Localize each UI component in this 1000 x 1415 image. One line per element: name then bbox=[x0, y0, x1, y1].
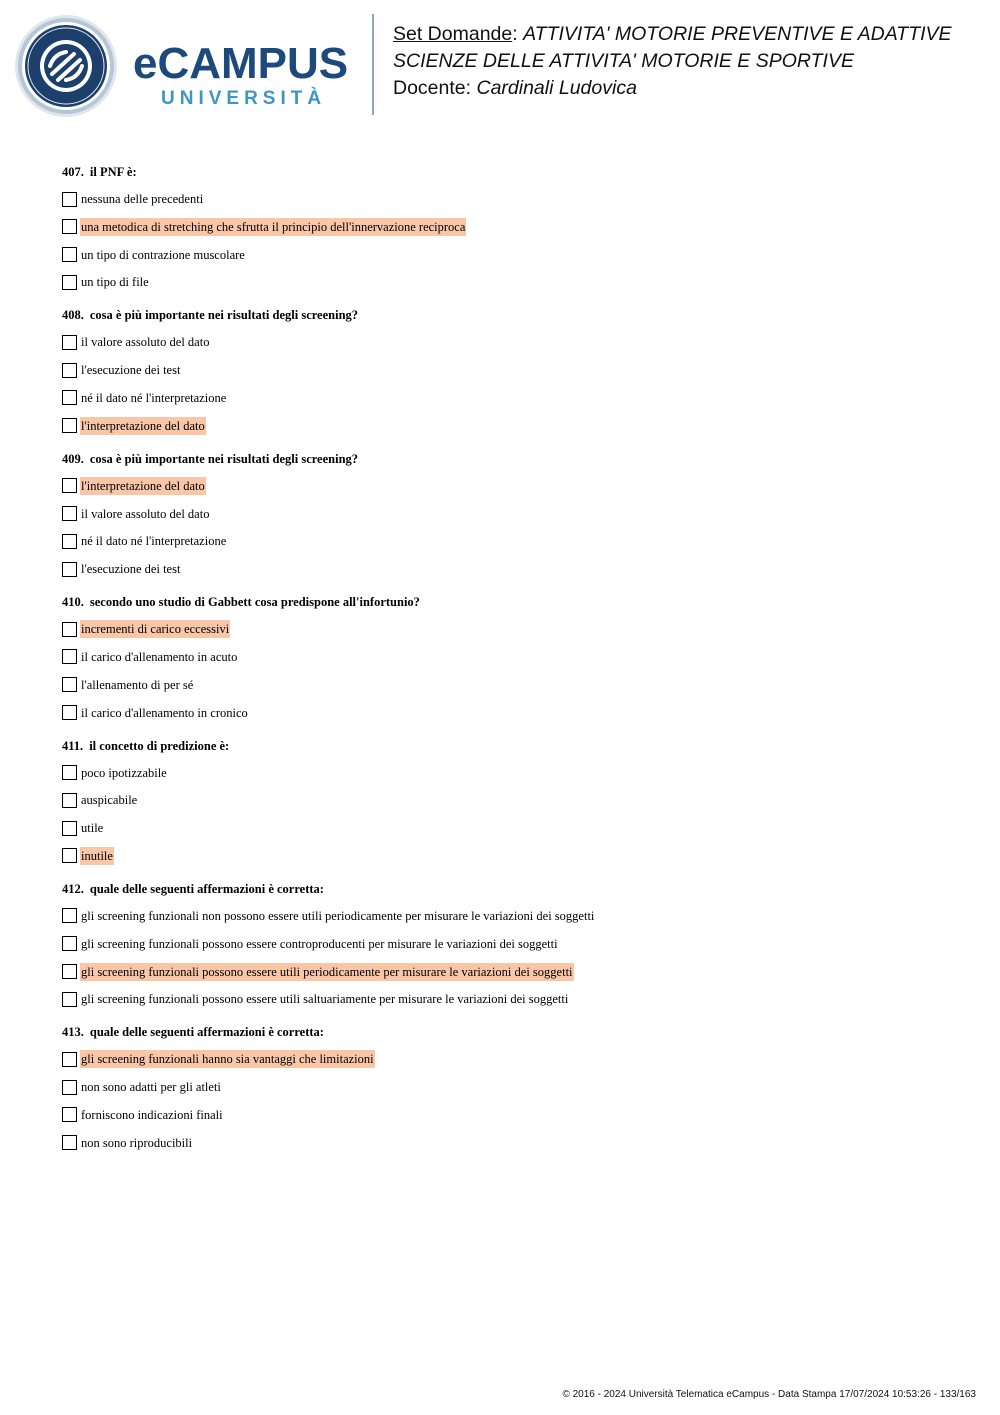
answer-checkbox[interactable] bbox=[62, 848, 77, 863]
correct-answer-text: incrementi di carico eccessivi bbox=[81, 622, 230, 637]
correct-answer-text: gli screening funzionali hanno sia vantaggi che limitazioni bbox=[81, 1052, 374, 1067]
correct-answer-text: inutile bbox=[81, 848, 113, 863]
question-text: il PNF è: bbox=[89, 165, 137, 179]
answer-option[interactable] bbox=[62, 245, 962, 265]
answer-option[interactable] bbox=[62, 934, 962, 954]
answer-text: il carico d'allenamento in acuto bbox=[81, 649, 238, 664]
answer-option[interactable] bbox=[62, 531, 962, 551]
set-label: Set Domande bbox=[393, 23, 513, 45]
answer-checkbox[interactable] bbox=[62, 192, 77, 207]
answer-option[interactable] bbox=[62, 217, 962, 237]
answer-checkbox[interactable] bbox=[62, 765, 77, 780]
answer-text: l'allenamento di per sé bbox=[81, 677, 194, 692]
answer-option[interactable] bbox=[62, 1133, 962, 1153]
answer-option[interactable] bbox=[62, 476, 962, 496]
correct-answer-text: una metodica di stretching che sfrutta il principio dell'innervazione reciproca bbox=[81, 219, 466, 234]
question-text: quale delle seguenti affermazioni è corretta: bbox=[89, 881, 324, 896]
answer-text: l'esecuzione dei test bbox=[81, 363, 181, 378]
question-title bbox=[62, 593, 962, 611]
answer-text: il carico d'allenamento in cronico bbox=[81, 705, 248, 720]
question-title bbox=[62, 1023, 962, 1041]
answer-text: utile bbox=[81, 821, 104, 836]
docente-name: Cardinali Ludovica bbox=[476, 77, 637, 99]
question-text: cosa è più importante nei risultati degli screening? bbox=[89, 308, 359, 323]
answer-option[interactable] bbox=[62, 504, 962, 524]
questions-list bbox=[62, 163, 962, 1167]
answer-text: poco ipotizzabile bbox=[81, 765, 167, 780]
question-block bbox=[62, 450, 962, 579]
brand-subtitle: UNIVERSITÀ bbox=[161, 88, 327, 109]
answer-option[interactable] bbox=[62, 675, 962, 695]
answer-text: il valore assoluto del dato bbox=[81, 335, 210, 350]
answer-option[interactable] bbox=[62, 360, 962, 380]
question-text: quale delle seguenti affermazioni è corretta: bbox=[89, 1025, 324, 1040]
answer-checkbox[interactable] bbox=[62, 1080, 77, 1095]
answer-option[interactable] bbox=[62, 647, 962, 667]
question-block bbox=[62, 880, 962, 1009]
question-title bbox=[62, 737, 962, 755]
question-number: 409. bbox=[62, 451, 84, 466]
answer-checkbox[interactable] bbox=[62, 363, 77, 378]
question-title bbox=[62, 450, 962, 468]
question-number: 408. bbox=[62, 308, 84, 323]
question-title bbox=[62, 163, 962, 181]
correct-answer-text: l'interpretazione del dato bbox=[81, 478, 205, 493]
answer-checkbox[interactable] bbox=[62, 1107, 77, 1122]
header-info bbox=[393, 21, 952, 102]
answer-checkbox[interactable] bbox=[62, 275, 77, 290]
answer-text: non sono adatti per gli atleti bbox=[81, 1080, 221, 1095]
answer-checkbox[interactable] bbox=[62, 1052, 77, 1067]
question-block bbox=[62, 306, 962, 435]
answer-checkbox[interactable] bbox=[62, 964, 77, 979]
answer-text: né il dato né l'interpretazione bbox=[81, 390, 227, 405]
answer-text: l'esecuzione dei test bbox=[81, 562, 181, 577]
question-block bbox=[62, 593, 962, 722]
answer-checkbox[interactable] bbox=[62, 247, 77, 262]
answer-option[interactable] bbox=[62, 1077, 962, 1097]
answer-checkbox[interactable] bbox=[62, 649, 77, 664]
answer-option[interactable] bbox=[62, 619, 962, 639]
answer-text: nessuna delle precedenti bbox=[81, 192, 204, 206]
answer-option[interactable] bbox=[62, 989, 962, 1009]
answer-option[interactable] bbox=[62, 763, 962, 783]
answer-option[interactable] bbox=[62, 1049, 962, 1069]
question-text: il concetto di predizione è: bbox=[89, 738, 230, 753]
header-divider bbox=[372, 14, 374, 115]
set-title-line: Set Domande: ATTIVITA' MOTORIE PREVENTIVE E ADATTIVE bbox=[393, 23, 952, 45]
course-title: ATTIVITA' MOTORIE PREVENTIVE E ADATTIVE bbox=[523, 23, 952, 45]
answer-checkbox[interactable] bbox=[62, 390, 77, 405]
answer-checkbox[interactable] bbox=[62, 705, 77, 720]
question-text: secondo uno studio di Gabbett cosa predispone all'infortunio? bbox=[89, 595, 420, 610]
answer-option[interactable] bbox=[62, 703, 962, 723]
question-number: 407. bbox=[62, 165, 84, 179]
question-number: 411. bbox=[62, 738, 84, 753]
docente-line bbox=[393, 75, 952, 102]
answer-option[interactable] bbox=[62, 790, 962, 810]
answer-text: gli screening funzionali possono essere controproducenti per misurare le variazioni dei soggetti bbox=[81, 936, 558, 951]
answer-checkbox[interactable] bbox=[62, 992, 77, 1007]
page-header bbox=[0, 0, 1000, 130]
correct-answer-text: l'interpretazione del dato bbox=[81, 418, 205, 433]
answer-checkbox[interactable] bbox=[62, 1135, 77, 1150]
brand-name: eCAMPUS bbox=[133, 39, 349, 88]
question-block bbox=[62, 1023, 962, 1152]
answer-checkbox[interactable] bbox=[62, 821, 77, 836]
answer-option[interactable] bbox=[62, 416, 962, 436]
answer-checkbox[interactable] bbox=[62, 219, 77, 234]
correct-answer-text: gli screening funzionali possono essere utili periodicamente per misurare le variazioni dei soggetti bbox=[81, 964, 573, 979]
answer-option[interactable] bbox=[62, 962, 962, 982]
question-block bbox=[62, 737, 962, 866]
page-footer: © 2016 - 2024 Università Telematica eCampus - Data Stampa 17/07/2024 10:53:26 - 133/163 bbox=[562, 1389, 976, 1400]
question-number: 413. bbox=[62, 1025, 84, 1040]
answer-checkbox[interactable] bbox=[62, 534, 77, 549]
question-number: 410. bbox=[62, 595, 84, 610]
answer-text: gli screening funzionali non possono essere utili periodicamente per misurare le variazioni dei soggetti bbox=[81, 908, 595, 923]
answer-checkbox[interactable] bbox=[62, 936, 77, 951]
answer-checkbox[interactable] bbox=[62, 418, 77, 433]
answer-checkbox[interactable] bbox=[62, 622, 77, 637]
answer-text: forniscono indicazioni finali bbox=[81, 1107, 223, 1122]
answer-checkbox[interactable] bbox=[62, 562, 77, 577]
answer-option[interactable] bbox=[62, 559, 962, 579]
answer-text: gli screening funzionali possono essere utili saltuariamente per misurare le variazioni dei soggetti bbox=[81, 992, 569, 1007]
question-text: cosa è più importante nei risultati degli screening? bbox=[89, 451, 359, 466]
answer-option[interactable] bbox=[62, 1105, 962, 1125]
answer-option[interactable] bbox=[62, 818, 962, 838]
docente-label: Docente: bbox=[393, 77, 472, 99]
answer-option[interactable] bbox=[62, 272, 962, 292]
answer-option[interactable] bbox=[62, 189, 962, 209]
answer-checkbox[interactable] bbox=[62, 506, 77, 521]
answer-option[interactable] bbox=[62, 332, 962, 352]
ecampus-seal-logo bbox=[14, 14, 118, 118]
question-number: 412. bbox=[62, 881, 84, 896]
answer-checkbox[interactable] bbox=[62, 478, 77, 493]
answer-text: auspicabile bbox=[81, 793, 138, 808]
answer-checkbox[interactable] bbox=[62, 908, 77, 923]
question-block bbox=[62, 163, 962, 292]
answer-option[interactable] bbox=[62, 388, 962, 408]
answer-text: né il dato né l'interpretazione bbox=[81, 534, 227, 549]
answer-text: un tipo di contrazione muscolare bbox=[81, 247, 245, 262]
answer-text: il valore assoluto del dato bbox=[81, 506, 210, 521]
answer-checkbox[interactable] bbox=[62, 793, 77, 808]
answer-checkbox[interactable] bbox=[62, 335, 77, 350]
answer-option[interactable] bbox=[62, 846, 962, 866]
answer-option[interactable] bbox=[62, 906, 962, 926]
answer-text: non sono riproducibili bbox=[81, 1135, 193, 1150]
answer-text: un tipo di file bbox=[81, 275, 149, 290]
question-title bbox=[62, 880, 962, 898]
degree-name: SCIENZE DELLE ATTIVITA' MOTORIE E SPORTIVE bbox=[393, 50, 854, 72]
degree-line bbox=[393, 48, 952, 75]
question-title bbox=[62, 306, 962, 324]
answer-checkbox[interactable] bbox=[62, 677, 77, 692]
